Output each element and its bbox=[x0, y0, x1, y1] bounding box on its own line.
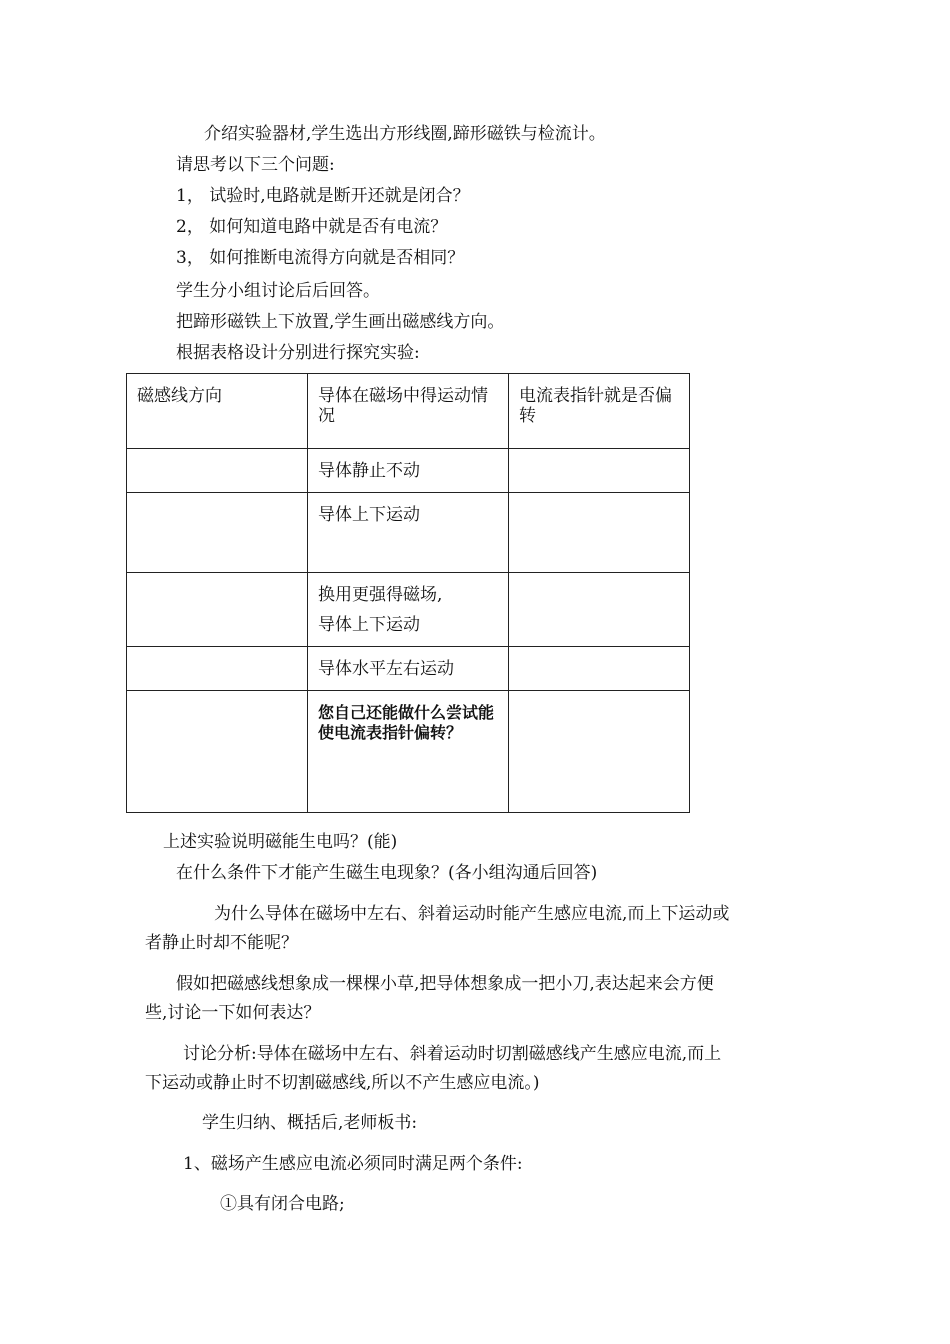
table-header-row bbox=[127, 374, 690, 449]
question-2: 2， 如何知道电路中就是否有电流？ bbox=[176, 217, 448, 237]
table-row bbox=[127, 647, 690, 691]
cell-motion-own-attempt: 您自己还能做什么尝试能使电流表指针偏转？ bbox=[308, 691, 509, 813]
paragraph-condition-heading: 1、磁场产生感应电流必须同时满足两个条件: bbox=[183, 1154, 523, 1174]
paragraph-intro: 介绍实验器材,学生选出方形线圈,蹄形磁铁与检流计。 bbox=[204, 124, 606, 144]
cell-motion: 导体静止不动 bbox=[308, 449, 509, 493]
table-row bbox=[127, 449, 690, 493]
cell-direction bbox=[127, 573, 308, 647]
paragraph-condition-question: 在什么条件下才能产生磁生电现象？(各小组沟通后回答) bbox=[176, 863, 598, 883]
cell-direction bbox=[127, 647, 308, 691]
paragraph-analysis-line1: 讨论分析:导体在磁场中左右、斜着运动时切割磁感线产生感应电流,而上 bbox=[183, 1044, 722, 1064]
question-3: 3， 如何推断电流得方向就是否相同？ bbox=[176, 248, 465, 268]
paragraph-why-line2: 者静止时却不能呢？ bbox=[145, 933, 298, 953]
cell-motion: 导体水平左右运动 bbox=[308, 647, 509, 691]
header-deflection: 电流表指针就是否偏转 bbox=[509, 374, 690, 449]
paragraph-analogy-line2: 些,讨论一下如何表达？ bbox=[145, 1003, 321, 1023]
cell-motion-line1: 换用更强得磁场, bbox=[318, 585, 443, 605]
cell-motion: 导体上下运动 bbox=[308, 493, 509, 573]
cell-direction bbox=[127, 493, 308, 573]
cell-deflection bbox=[509, 573, 690, 647]
table-row bbox=[127, 573, 690, 647]
header-motion: 导体在磁场中得运动情况 bbox=[308, 374, 509, 449]
experiment-table bbox=[126, 373, 690, 813]
cell-direction bbox=[127, 691, 308, 813]
paragraph-conclusion: 上述实验说明磁能生电吗？(能) bbox=[163, 832, 398, 852]
table-row bbox=[127, 493, 690, 573]
cell-direction bbox=[127, 449, 308, 493]
paragraph-summary: 学生归纳、概括后,老师板书: bbox=[202, 1113, 418, 1133]
cell-deflection bbox=[509, 647, 690, 691]
cell-deflection bbox=[509, 691, 690, 813]
cell-deflection bbox=[509, 493, 690, 573]
paragraph-why-line1: 为什么导体在磁场中左右、斜着运动时能产生感应电流,而上下运动或 bbox=[214, 904, 730, 924]
paragraph-questions-prompt: 请思考以下三个问题: bbox=[176, 155, 335, 175]
question-1: 1， 试验时,电路就是断开还就是闭合？ bbox=[176, 186, 470, 206]
paragraph-analogy-line1: 假如把磁感线想象成一棵棵小草,把导体想象成一把小刀,表达起来会方便 bbox=[176, 974, 714, 994]
paragraph-magnet-placement: 把蹄形磁铁上下放置,学生画出磁感线方向。 bbox=[176, 312, 505, 332]
cell-deflection bbox=[509, 449, 690, 493]
header-field-direction: 磁感线方向 bbox=[127, 374, 308, 449]
cell-motion-line2: 导体上下运动 bbox=[318, 615, 420, 635]
cell-motion bbox=[308, 573, 509, 647]
paragraph-table-intro: 根据表格设计分别进行探究实验: bbox=[176, 343, 420, 363]
paragraph-group-discussion: 学生分小组讨论后后回答。 bbox=[176, 281, 380, 301]
paragraph-condition-1: ①具有闭合电路; bbox=[220, 1194, 345, 1214]
table-row bbox=[127, 691, 690, 813]
paragraph-analysis-line2: 下运动或静止时不切割磁感线,所以不产生感应电流。) bbox=[145, 1073, 540, 1093]
